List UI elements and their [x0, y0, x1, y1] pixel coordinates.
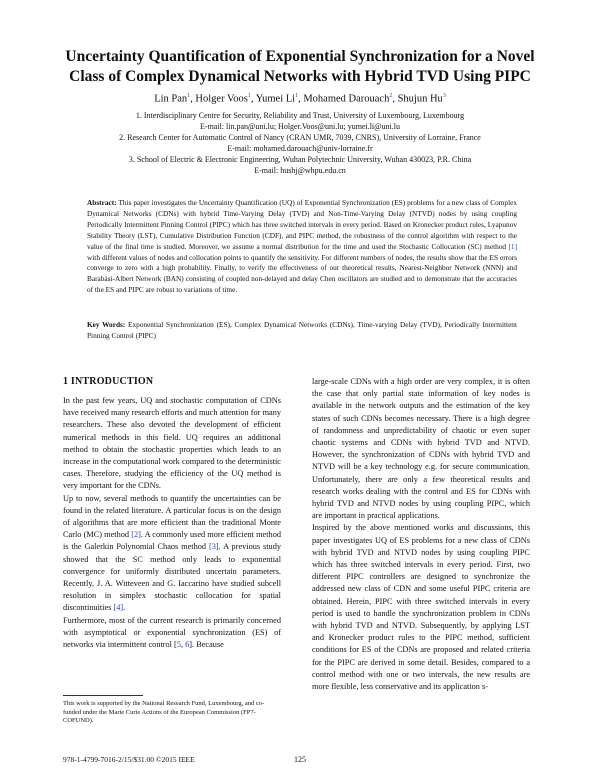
right-column: [312, 376, 530, 693]
left-column: [63, 395, 281, 651]
paragraph-text: .: [123, 603, 126, 613]
author-separator: ,: [392, 93, 398, 105]
affiliation-text: 3. School of Electric & Electronic Engineering, Wuhan Polytechnic University, Wuhan 430023, P.R. China: [128, 155, 472, 164]
author-name: Lin Pan: [154, 93, 188, 105]
paragraph-text: Up to now, several methods to quantify the uncertainties can be found in the related literature. A particular focus is on the design of algorithms that are more efficient than the traditional Monte Carlo (MC) method: [63, 493, 281, 540]
paragraph-text: Furthermore, most of the current research is primarily concerned with asymptotical or exponential synchronization (ES) of networks via intermittent control [: [63, 615, 281, 650]
affiliation-email: E-mail: lin.pan@uni.lu; Holger.Voos@uni.lu; yumei.li@uni.lu: [200, 122, 400, 131]
author-affiliation-mark[interactable]: 3: [442, 93, 446, 99]
affiliation-1: [40, 110, 560, 132]
citation-link[interactable]: 5: [176, 640, 181, 650]
footnote-rule: [63, 695, 143, 696]
paragraph: [312, 376, 530, 522]
footnote: This work is supported by the National Research Fund, Luxembourg, and co-funded under the Marie Curie Actions of the European Commission (FP7-COFUND).: [63, 700, 265, 724]
affiliation-3: [40, 154, 560, 176]
paper-title: [40, 47, 560, 87]
citation-link[interactable]: 6: [185, 640, 190, 650]
paragraph-text: . A previous study showed that the SC method only leads to exponential convergence for uniformly distributed uncertain parameters. Recently, J. A. Witteveen and G. Iaccarino have studied subcell resolution in simplex stochastic collocation for spatial discontinuities: [63, 542, 281, 613]
author-separator: ,: [298, 93, 304, 105]
title-line: Class of Complex Dynamical Networks with Hybrid TVD Using PIPC: [69, 68, 531, 85]
affiliation-text: 2. Research Center for Automatic Control of Nancy (CRAN UMR, 7039, CNRS), University of Lorraine, France: [119, 133, 481, 142]
abstract-text: This paper investigates the Uncertainty Quantification (UQ) of Exponential Synchronization (ES) problems for a new class of Complex Dynamical Networks (CDNs) with hybrid Time-Varying Delay (TVD) and Non-Time-Varying Delay (NTVD) nodes by using coupling Periodically Intermittent Pinning Control (PIPC) which has three switched intervals in every period. Based on Kronecker product rules, Lyapunov Stability Theory (LST), Cumulative Distribution Function (CDF), and PIPC method, the robustness of the control algorithm with respect to the value of the final time is studied. Moreover, we assume a normal distribution for the time and used the Stochastic Collocation (SC) method: [87, 198, 517, 251]
citation-link[interactable]: [4]: [113, 603, 124, 613]
paragraph: [63, 615, 281, 652]
author-separator: ,: [250, 93, 256, 105]
paragraph: [312, 522, 530, 693]
paragraph-text: In the past few years, UQ and stochastic computation of CDNs have received many research efforts and much attention for many researchers. These also devoted the development of efficient numerical methods in this field. UQ requires an additional method to obtain the stochastic properties which leads to an increase in the computational work compared to the deterministic cases. Therefore, studying the efficiency of the UQ method is very important for the CDNs.: [63, 396, 281, 491]
paragraph-text: large-scale CDNs with a high order are very complex, it is often the case that only partial state information of key nodes is available in the network outputs and the estimation of the key states of such CDNs becomes necessary. There is a high degree of randomness and unpredictability of chaotic or even super chaotic systems and CDNs with hybrid TVD and NTVD. However, the synchronization of CDNs with hybrid TVD and NTVD will be a key technology e.g. for secure communication. Unfortunately, there are only a few theoretical results and research works dealing with the control and ES for CDNs with hybrid TVD and NTVD nodes by using coupling PIPC, which are important in practical applications.: [312, 377, 530, 521]
author-name: Shujun Hu: [397, 93, 443, 105]
author-separator: ,: [190, 93, 196, 105]
title-line: Uncertainty Quantification of Exponential Synchronization for a Novel: [65, 48, 535, 65]
affiliation-text: 1. Interdisciplinary Centre for Security, Reliability and Trust, University of Luxembourg, Luxembourg: [135, 111, 465, 120]
paragraph-text: Inspired by the above mentioned works and discussions, this paper investigates UQ of ES problems for a new class of CDNs with hybrid TVD and NTVD nodes by using coupling PIPC which has three switched intervals in every period. First, two different PIPC controllers are designed to synchronize the addressed new class of CDN and some useful PIPC criteria are obtained. Herein, PIPC with three switched intervals in every period is used to handle the synchronization problem in CDNs with hybrid TVD and NTVD. Subsequently, by applying LST and Kronecker product rules to the PIPC method, sufficient conditions for ES of the CDNs are proposed and related criteria for the PIPC are derived in some detail. Besides, compared to a control method with one or two intervals, the new results are more flexible, less conservative and its application s-: [312, 523, 530, 692]
abstract: [87, 198, 517, 296]
paragraph: [63, 493, 281, 615]
abstract-text: with different values of nodes and collocation points to quantify the sensitivity. For different numbers of nodes, the results show that the ES errors converge to zero with a high probability. Finally, to verify the effectiveness of our theoretical results, Nearest-Neighbor Network (NNN) and Barabási-Albert Network (BAN) consisting of coupled non-delayed and delay Chen oscillators are studied and to demonstrate that the accuracies of the ES and PIPC are robust to variations of time.: [87, 252, 517, 295]
citation-link[interactable]: [2]: [131, 530, 141, 540]
abstract-label: Abstract:: [87, 198, 117, 207]
page-number: 125: [294, 755, 306, 764]
author-name: Holger Voos: [195, 93, 248, 105]
author-affiliation-mark[interactable]: 1: [247, 93, 251, 99]
keywords: [87, 320, 517, 342]
affiliation-email: E-mail: hushj@whpu.edu.cn: [254, 166, 346, 175]
author-name: Yumei Li: [255, 93, 296, 105]
paragraph-text: ]. Because: [189, 640, 224, 650]
author-affiliation-mark[interactable]: 1: [295, 93, 299, 99]
affiliation-email: E-mail: mohamed.darouach@univ-lorraine.fr: [227, 144, 373, 153]
isbn-copyright: 978-1-4799-7016-2/15/$31.00 ©2015 IEEE: [63, 755, 195, 764]
affiliation-2: [40, 132, 560, 154]
keywords-label: Key Words:: [87, 320, 126, 329]
author-affiliation-mark[interactable]: 2: [389, 93, 393, 99]
keywords-text: Exponential Synchronization (ES), Complex Dynamical Networks (CDNs), Time-varying Delay (TVD), Periodically Intermittent Pinning Control (PIPC): [87, 320, 517, 340]
citation-link[interactable]: [3]: [208, 542, 219, 552]
author-affiliation-mark[interactable]: 1: [187, 93, 191, 99]
paragraph: [63, 395, 281, 493]
paragraph-text: ,: [180, 640, 186, 650]
citation-link[interactable]: [1]: [508, 241, 517, 251]
author-name: Mohamed Darouach: [303, 93, 390, 105]
section-heading: 1 INTRODUCTION: [63, 376, 154, 387]
paragraph-text: . A commonly used more efficient method is the Galerkin Polynomial Chaos method: [63, 530, 281, 552]
author-list: [40, 93, 560, 105]
